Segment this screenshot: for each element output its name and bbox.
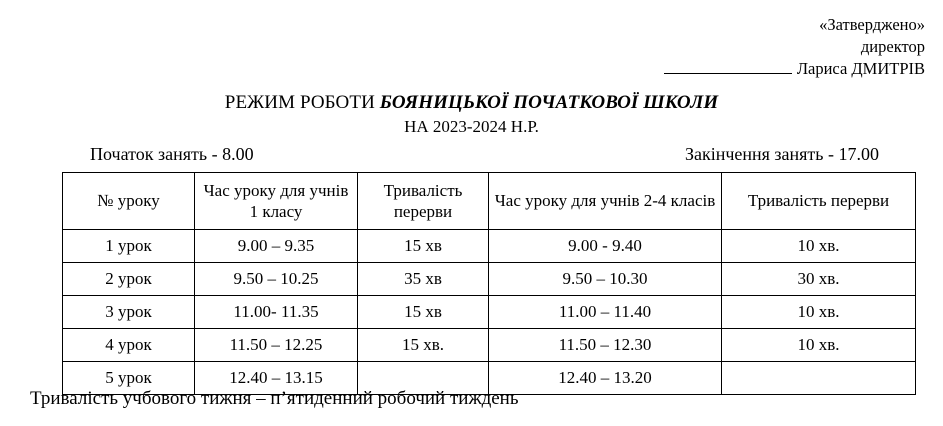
header-time-grade1: Час уроку для учнів 1 класу <box>195 173 358 230</box>
title-prefix: РЕЖИМ РОБОТИ <box>224 92 380 113</box>
table-row <box>63 263 916 296</box>
cell-break-grades2-4: 10 хв. <box>722 329 916 362</box>
cell-time-grade1: 12.40 – 13.15 <box>195 362 358 395</box>
cell-break-grade1: 15 хв <box>358 230 489 263</box>
approval-label: «Затверджено» <box>819 15 925 34</box>
title-subtitle: НА 2023-2024 Н.Р. <box>404 117 539 136</box>
table-row <box>63 296 916 329</box>
cell-break-grades2-4: 30 хв. <box>722 263 916 296</box>
table-header <box>63 173 916 230</box>
cell-time-grades2-4: 11.00 – 11.40 <box>489 296 722 329</box>
cell-time-grades2-4: 9.50 – 10.30 <box>489 263 722 296</box>
cell-lesson-number: 1 урок <box>63 230 195 263</box>
header-break-grade1: Тривалість перерви <box>358 173 489 230</box>
footer-note: Тривалість учбового тижня – п’ятиденний робочий тиждень <box>30 388 519 409</box>
title-main <box>0 92 943 114</box>
cell-lesson-number: 3 урок <box>63 296 195 329</box>
signature-row <box>664 58 925 80</box>
cell-time-grades2-4: 9.00 - 9.40 <box>489 230 722 263</box>
cell-time-grade1: 11.00- 11.35 <box>195 296 358 329</box>
signature-blank-line <box>664 59 792 74</box>
approval-position: директор <box>860 36 925 56</box>
cell-break-grades2-4 <box>722 362 916 395</box>
table-body <box>63 230 916 395</box>
cell-lesson-number: 5 урок <box>63 362 195 395</box>
header-lesson-number: № уроку <box>63 173 195 230</box>
table-header-row <box>63 173 916 230</box>
schedule-table <box>62 172 916 395</box>
lessons-start-time: Початок занять - 8.00 <box>90 144 254 164</box>
cell-break-grade1: 15 хв. <box>358 329 489 362</box>
header-break-grades2-4: Тривалість перерви <box>722 173 916 230</box>
cell-lesson-number: 4 урок <box>63 329 195 362</box>
cell-time-grade1: 9.00 – 9.35 <box>195 230 358 263</box>
approval-block <box>664 14 925 80</box>
signature-name: Лариса ДМИТРІВ <box>796 58 925 78</box>
day-bounds <box>60 144 885 165</box>
cell-time-grades2-4: 11.50 – 12.30 <box>489 329 722 362</box>
cell-break-grade1: 15 хв <box>358 296 489 329</box>
cell-break-grade1: 35 хв <box>358 263 489 296</box>
cell-break-grades2-4: 10 хв. <box>722 296 916 329</box>
table-row <box>63 329 916 362</box>
cell-lesson-number: 2 урок <box>63 263 195 296</box>
title-school-name: БОЯНИЦЬКОЇ ПОЧАТКОВОЇ ШКОЛИ <box>379 92 719 113</box>
header-time-grades2-4: Час уроку для учнів 2-4 класів <box>489 173 722 230</box>
cell-time-grades2-4: 12.40 – 13.20 <box>489 362 722 395</box>
cell-time-grade1: 9.50 – 10.25 <box>195 263 358 296</box>
table-row <box>63 230 916 263</box>
cell-time-grade1: 11.50 – 12.25 <box>195 329 358 362</box>
lessons-end-time: Закінчення занять - 17.00 <box>684 144 879 164</box>
cell-break-grades2-4: 10 хв. <box>722 230 916 263</box>
page-title <box>0 92 943 137</box>
